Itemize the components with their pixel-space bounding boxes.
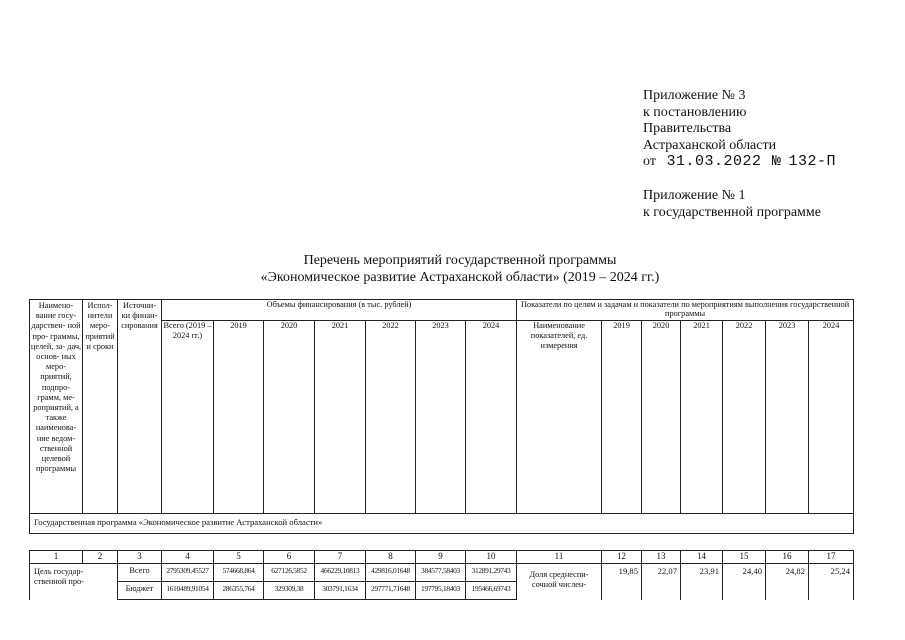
number-sign: № — [771, 153, 782, 170]
value-2020: 627126,5852 — [264, 564, 315, 582]
value-2023: 384577,58403 — [416, 564, 466, 582]
header-indicator-name: Наименование показателей, ед. измерения — [517, 321, 602, 514]
header-ind-year-2022: 2022 — [723, 321, 766, 514]
events-table — [29, 299, 854, 534]
value-2022: 429816,01648 — [366, 564, 416, 582]
column-number: 14 — [681, 551, 723, 564]
column-number: 5 — [214, 551, 264, 564]
indicator-name-cell: Доля среднеспи- сочной числен- — [517, 564, 602, 600]
column-number: 17 — [809, 551, 854, 564]
document-title — [180, 252, 740, 286]
header-year-2024: 2024 — [466, 321, 517, 514]
header-funding-sources: Источни- ки финан- сирования — [118, 300, 162, 514]
header-year-2022: 2022 — [366, 321, 416, 514]
value-2024: 195466,69743 — [466, 582, 517, 600]
header-indicators: Показатели по целям и задачам и показатели по мероприятиям выполнения государственной программы — [517, 300, 854, 321]
goal-cell: Цель государ- ственной про- — [30, 564, 118, 600]
header-funding-volumes: Объемы финансирования (в тыс. рублей) — [162, 300, 517, 321]
value-2023: 197795,18403 — [416, 582, 466, 600]
appendix-date-line — [643, 154, 836, 171]
column-number: 15 — [723, 551, 766, 564]
column-number: 11 — [517, 551, 602, 564]
indicator-2023: 24,82 — [766, 564, 809, 600]
header-ind-year-2019: 2019 — [602, 321, 642, 514]
value-2020: 329309,38 — [264, 582, 315, 600]
header-year-2021: 2021 — [315, 321, 366, 514]
appendix-line: Приложение № 1 — [643, 188, 746, 203]
indicator-2022: 24,40 — [723, 564, 766, 600]
appendix-line: к государственной программе — [643, 204, 821, 220]
header-year-2020: 2020 — [264, 321, 315, 514]
appendix-header — [643, 88, 836, 171]
program-row: Государственная программа «Экономическое развитие Астраханской области» — [30, 514, 854, 534]
header-year-2019: 2019 — [214, 321, 264, 514]
date-prefix: от — [643, 154, 656, 169]
indicator-2021: 23,91 — [681, 564, 723, 600]
column-number: 6 — [264, 551, 315, 564]
header-ind-year-2021: 2021 — [681, 321, 723, 514]
value-2021: 466229,10813 — [315, 564, 366, 582]
total-value: 1610489,91054 — [162, 582, 214, 600]
total-value: 2795309,45527 — [162, 564, 214, 582]
header-program-name: Наимено- вание госу- дарствен- ной про- граммы, целей, за- дач, основ- ных меро- приятий, подпро- грамм, ме- роприятий, а также наименова- ние ведом- ственной целевой программы — [30, 300, 83, 514]
header-ind-year-2020: 2020 — [642, 321, 681, 514]
column-number: 7 — [315, 551, 366, 564]
appendix-line: Приложение № 3 — [643, 88, 746, 103]
value-2024: 312891,29743 — [466, 564, 517, 582]
column-number: 8 — [366, 551, 416, 564]
column-number: 10 — [466, 551, 517, 564]
header-ind-year-2024: 2024 — [809, 321, 854, 514]
title-line-1: Перечень мероприятий государственной программы — [303, 253, 617, 268]
column-number: 12 — [602, 551, 642, 564]
appendix-line: к постановлению — [643, 104, 747, 120]
indicator-2019: 19,85 — [602, 564, 642, 600]
column-numbers-row — [30, 551, 854, 564]
appendix-program-header — [643, 188, 821, 221]
column-number: 4 — [162, 551, 214, 564]
date-value: 31.03.2022 — [666, 153, 762, 170]
column-number: 13 — [642, 551, 681, 564]
source-cell: Бюджет — [118, 582, 162, 600]
column-number: 2 — [83, 551, 118, 564]
appendix-line: Астраханской области — [643, 137, 777, 153]
indicator-2024: 25,24 — [809, 564, 854, 600]
header-executors: Испол- нители меро- приятий и сроки — [83, 300, 118, 514]
header-year-2023: 2023 — [416, 321, 466, 514]
header-ind-year-2023: 2023 — [766, 321, 809, 514]
indicator-2020: 22,07 — [642, 564, 681, 600]
value-2019: 574668,864 — [214, 564, 264, 582]
value-2019: 286355,764 — [214, 582, 264, 600]
column-number: 1 — [30, 551, 83, 564]
value-2021: 303791,1634 — [315, 582, 366, 600]
source-cell: Всего — [118, 564, 162, 582]
number-value: 132-П — [788, 153, 836, 170]
title-line-2: «Экономическое развитие Астраханской области» (2019 – 2024 гг.) — [260, 270, 660, 285]
appendix-line: Правительства — [643, 121, 732, 136]
column-number: 16 — [766, 551, 809, 564]
column-number: 3 — [118, 551, 162, 564]
numbered-table — [29, 550, 854, 600]
table-row — [30, 564, 854, 582]
header-total: Всего (2019 – 2024 гг.) — [162, 321, 214, 514]
column-number: 9 — [416, 551, 466, 564]
value-2022: 297771,71648 — [366, 582, 416, 600]
